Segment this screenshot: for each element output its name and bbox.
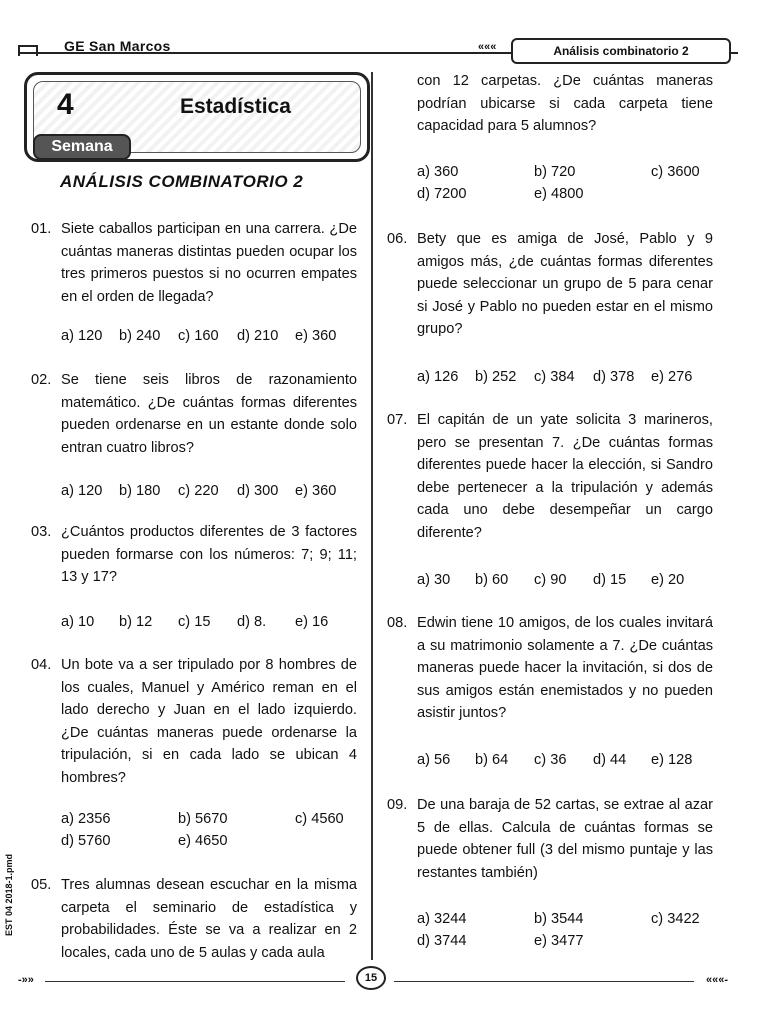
file-code: EST 04 2018-1.pmd [4,853,14,937]
option: b) 64 [475,752,509,768]
option: a) 30 [417,572,451,588]
page-number: 15 [356,966,386,990]
option: a) 360 [417,164,459,180]
question-06 [387,228,713,341]
question-text-part1: Tres alumnas desean escuchar en la misma carpeta el seminario de estadística y probabilidades. Éste se va a realizar en 2 locales, cada uno de 5 aulas y cada aula [61,877,357,961]
option: d) 8. [237,614,267,630]
option: a) 2356 [61,811,111,827]
option: d) 5760 [61,833,111,849]
question-02 [31,369,357,459]
option: b) 60 [475,572,509,588]
question-03 [31,521,357,589]
option: d) 3744 [417,933,467,949]
question-01 [31,218,357,308]
option: c) 384 [534,369,575,385]
header-arrow-icon: ««« [478,41,497,53]
question-text-part2: con 12 carpetas. ¿De cuántas maneras podrían ubicarse si cada carpeta tiene capacidad para 5 alumnos? [417,73,713,134]
question-text: El capitán de un yate solicita 3 marineros, pero se presentan 7. ¿De cuántas formas diferentes puede hacer la elección, si Sandro debe pertenecer a la tripulación y además cada uno debe desempeñar un cargo diferente? [417,412,713,541]
footer-right-arrow-icon: «««- [706,974,729,986]
option: b) 720 [534,164,576,180]
option: a) 120 [61,483,103,499]
option: e) 4800 [534,186,584,202]
option: c) 15 [178,614,211,630]
option: a) 56 [417,752,451,768]
option: b) 252 [475,369,517,385]
header-topic-box [511,38,731,64]
question-text: Un bote va a ser tripulado por 8 hombres de los cuales, Manuel y Américo reman en el lado derecho y Juan en el lado izquierdo. ¿De cuántas maneras puede ordenarse la tripulación, si en cada lado se ubican 4 hombres? [61,657,357,786]
question-05-continued [417,70,713,138]
option: a) 10 [61,614,95,630]
question-text: ¿Cuántos productos diferentes de 3 factores pueden formarse con los números: 7; 9; 11; 13 y 17? [61,524,357,585]
section-title: ANÁLISIS COMBINATORIO 2 [60,172,304,191]
option: c) 3600 [651,164,700,180]
question-text: Se tiene seis libros de razonamiento matemático. ¿De cuántas formas diferentes pueden ordenarse en un estante donde solo entran cuatro libros? [61,372,357,456]
option: d) 300 [237,483,279,499]
option: e) 360 [295,328,337,344]
option: d) 7200 [417,186,467,202]
question-08 [387,612,713,725]
header-brand: GE San Marcos [64,38,171,54]
question-number: 01. [31,221,52,237]
option: a) 3244 [417,911,467,927]
option: e) 16 [295,614,329,630]
option: e) 20 [651,572,685,588]
option: c) 160 [178,328,219,344]
option: b) 240 [119,328,161,344]
question-05 [31,874,357,964]
option: b) 3544 [534,911,584,927]
header-topic: Análisis combinatorio 2 [553,44,689,58]
question-number: 03. [31,524,52,540]
option: c) 36 [534,752,567,768]
option: c) 90 [534,572,567,588]
footer-rule-right [394,981,694,982]
question-number: 07. [387,412,408,428]
option: d) 15 [593,572,627,588]
question-text: Edwin tiene 10 amigos, de los cuales invitará a su matrimonio solamente a 7. ¿De cuántas maneras puede hacer la invitación, si dos de sus amigos están enemistados y no pueden asistir juntos? [417,615,713,721]
footer-left-arrow-icon: -»» [18,974,34,986]
option: d) 210 [237,328,279,344]
question-09 [387,794,713,884]
footer-rule-left [45,981,345,982]
question-number: 02. [31,372,52,388]
column-divider [371,72,373,960]
header-corner-mark [18,45,38,56]
option: a) 126 [417,369,459,385]
option: c) 3422 [651,911,700,927]
option: b) 180 [119,483,161,499]
option: a) 120 [61,328,103,344]
question-text: De una baraja de 52 cartas, se extrae al azar 5 de ellas. Calcula de cuántas formas se puede obtener full (3 del mismo puntaje y las restantes también) [417,797,713,881]
question-number: 09. [387,797,408,813]
option: e) 128 [651,752,693,768]
question-07 [387,409,713,544]
option: b) 5670 [178,811,228,827]
week-title: Estadística [180,95,291,118]
option: c) 220 [178,483,219,499]
question-text: Siete caballos participan en una carrera. ¿De cuántas maneras distintas pueden ocupar los tres primeros puestos si no ocurren empates en el orden de llegada? [61,221,357,305]
question-number: 04. [31,657,52,673]
option: d) 378 [593,369,635,385]
option: b) 12 [119,614,153,630]
option: c) 4560 [295,811,344,827]
option: d) 44 [593,752,627,768]
option: e) 276 [651,369,693,385]
question-number: 05. [31,877,52,893]
week-label: Semana [33,134,131,160]
option: e) 3477 [534,933,584,949]
question-number: 08. [387,615,408,631]
question-04 [31,654,357,789]
week-number: 4 [57,88,74,121]
option: e) 4650 [178,833,228,849]
question-text: Bety que es amiga de José, Pablo y 9 amigos más, ¿de cuántas formas diferentes puede seleccionar un grupo de 5 para cenar si José y Pablo no pueden estar en el mismo grupo? [417,231,713,337]
question-number: 06. [387,231,408,247]
option: e) 360 [295,483,337,499]
